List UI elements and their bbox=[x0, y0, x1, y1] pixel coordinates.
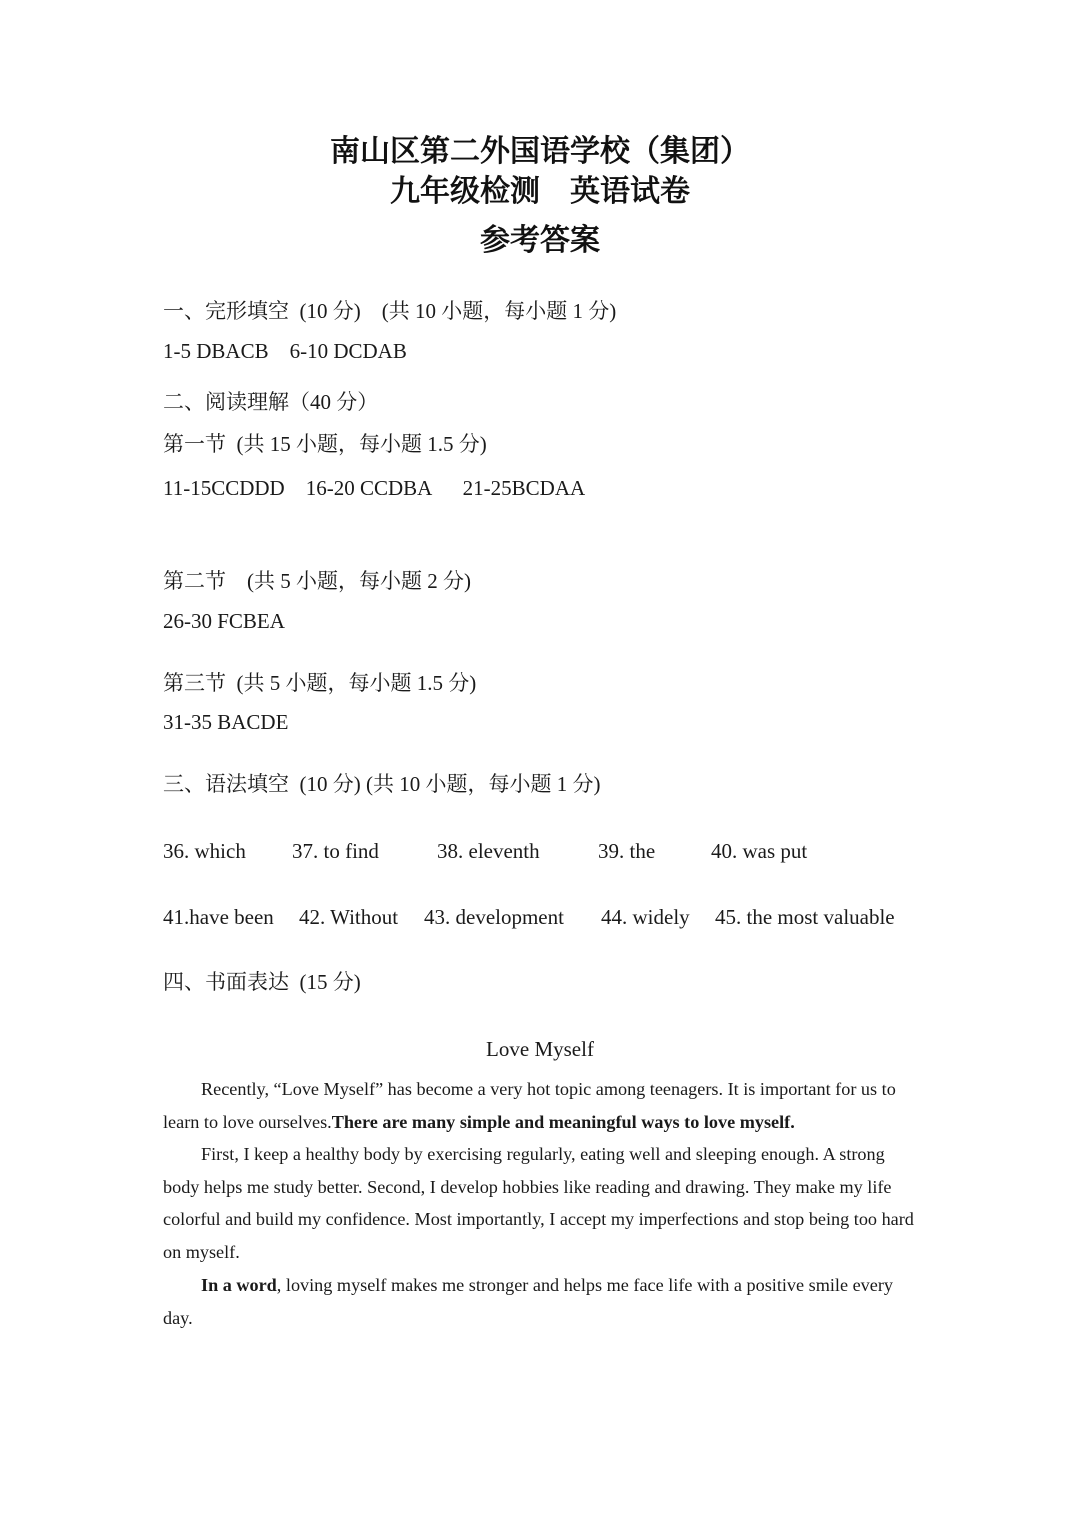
section-2-part-3-answers: 31-35 BACDE bbox=[163, 710, 289, 734]
grammar-answer: 40. was put bbox=[711, 839, 808, 863]
essay-paragraph-2 bbox=[163, 1138, 923, 1269]
essay-text: , loving myself makes me stronger and helps me face life with a positive smile every day. bbox=[163, 1275, 893, 1328]
essay-paragraph-1 bbox=[163, 1073, 923, 1138]
title-line-2: 九年级检测 英语试卷 bbox=[390, 174, 690, 209]
grammar-answer: 42. Without bbox=[299, 905, 399, 929]
essay-text: Recently, “Love Myself” has become a very hot topic among teenagers. It is important for us to learn to love ourselves. bbox=[163, 1079, 896, 1132]
section-2-part-2-answers: 26-30 FCBEA bbox=[163, 609, 285, 633]
essay-bold-text: There are many simple and meaningful ways to love myself. bbox=[331, 1111, 795, 1132]
essay-bold-text: In a word bbox=[201, 1275, 277, 1295]
grammar-answer: 37. to find bbox=[292, 839, 379, 863]
section-2-part-1-answers: 11-15CCDDD 16-20 CCDBA 21-25BCDAA bbox=[163, 476, 586, 500]
grammar-answer: 38. eleventh bbox=[437, 839, 540, 863]
section-2-part-2-heading: 第二节 (共 5 小题，每小题 2 分) bbox=[163, 569, 471, 593]
section-3-heading: 三、语法填空 (10 分) (共 10 小题，每小题 1 分) bbox=[163, 772, 601, 796]
grammar-answer: 41.have been bbox=[163, 905, 274, 929]
section-2-part-3-heading: 第三节 (共 5 小题，每小题 1.5 分) bbox=[163, 671, 477, 695]
section-1-heading: 一、完形填空 (10 分) (共 10 小题，每小题 1 分) bbox=[163, 299, 617, 323]
essay-paragraph-3 bbox=[163, 1269, 923, 1334]
section-2-part-1-heading: 第一节 (共 15 小题，每小题 1.5 分) bbox=[163, 432, 487, 456]
section-4-heading: 四、书面表达 (15 分) bbox=[163, 970, 361, 994]
grammar-answer: 39. the bbox=[598, 839, 656, 863]
section-2-heading: 二、阅读理解（40 分） bbox=[163, 390, 379, 414]
grammar-answer: 45. the most valuable bbox=[715, 905, 895, 929]
essay-title: Love Myself bbox=[486, 1037, 594, 1061]
essay-text: First, I keep a healthy body by exercising regularly, eating well and sleeping enough. A strong body helps me study better. Second, I develop hobbies like reading and drawing. They make my life colorful and build my confidence. Most importantly, I accept my imperfections and stop being too hard on myself. bbox=[163, 1144, 914, 1263]
grammar-answer-row bbox=[0, 903, 1080, 931]
grammar-answer: 43. development bbox=[424, 905, 564, 929]
grammar-answer: 44. widely bbox=[601, 905, 690, 929]
title-line-3: 参考答案 bbox=[480, 223, 600, 258]
section-1-answers: 1-5 DBACB 6-10 DCDAB bbox=[163, 339, 407, 363]
title-line-1: 南山区第二外国语学校（集团） bbox=[330, 134, 750, 169]
grammar-answer: 36. which bbox=[163, 839, 246, 863]
grammar-answer-row bbox=[0, 837, 1080, 865]
